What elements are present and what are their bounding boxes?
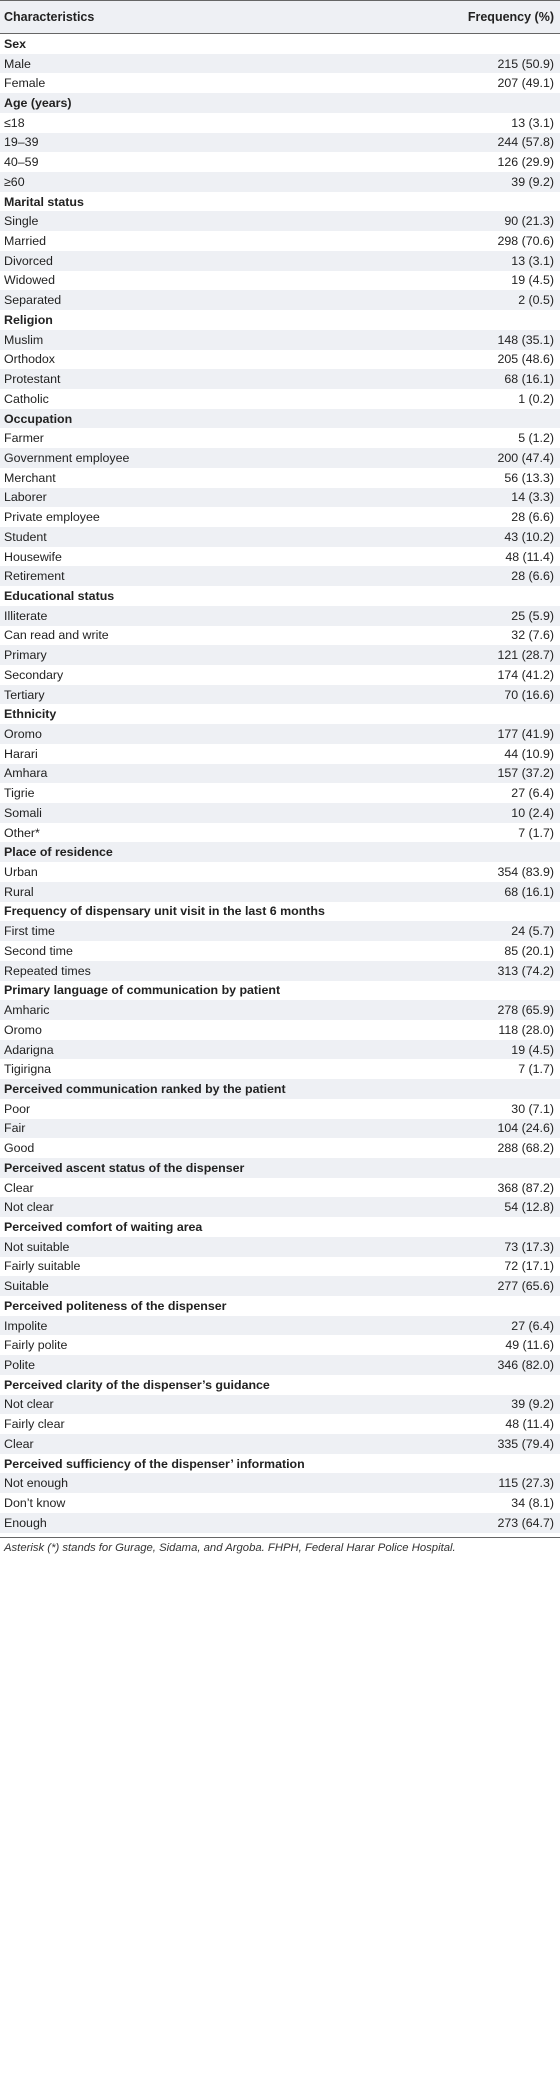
table-row (0, 1059, 560, 1079)
row-label: Frequency of dispensary unit visit in the last 6 months (4, 904, 325, 919)
row-label: Housewife (4, 549, 62, 564)
row-value: 354 (83.9) (497, 865, 554, 880)
row-label: Second time (4, 943, 73, 958)
section-header-row (0, 704, 560, 724)
section-header-row (0, 902, 560, 922)
row-label: Not clear (4, 1397, 54, 1412)
row-label: Oromo (4, 1022, 42, 1037)
table-row (0, 1099, 560, 1119)
row-label: Oromo (4, 727, 42, 742)
row-label: Sex (4, 36, 27, 51)
table-row (0, 133, 560, 153)
table-row (0, 1493, 560, 1513)
row-label: Orthodox (4, 352, 55, 367)
table-row (0, 547, 560, 567)
row-label: Fairly suitable (4, 1259, 81, 1274)
table-row (0, 488, 560, 508)
table-row (0, 1178, 560, 1198)
row-label: Enough (4, 1515, 47, 1530)
table-row (0, 783, 560, 803)
row-label: Perceived comfort of waiting area (4, 1219, 203, 1234)
row-label: Ethnicity (4, 707, 57, 722)
row-label: First time (4, 924, 55, 939)
row-value: 273 (64.7) (497, 1515, 554, 1530)
section-header-row (0, 586, 560, 606)
header-characteristics: Characteristics (4, 10, 95, 24)
row-value: 346 (82.0) (497, 1358, 554, 1373)
row-value: 44 (10.9) (504, 746, 554, 761)
section-header-row (0, 93, 560, 113)
row-label: Perceived sufficiency of the dispenser’ information (4, 1456, 305, 1471)
row-value: 335 (79.4) (497, 1436, 554, 1451)
row-label: Primary language of communication by patient (4, 983, 281, 998)
row-label: Urban (4, 865, 38, 880)
table-row (0, 369, 560, 389)
row-value: 104 (24.6) (497, 1121, 554, 1136)
row-label: Muslim (4, 332, 44, 347)
row-label: Male (4, 56, 31, 71)
row-value: 68 (16.1) (504, 884, 554, 899)
section-header-row (0, 1158, 560, 1178)
section-header-row (0, 1454, 560, 1474)
row-value: 277 (65.6) (497, 1279, 554, 1294)
table-row (0, 1138, 560, 1158)
row-label: Perceived clarity of the dispenser’s guidance (4, 1377, 270, 1392)
table-header (0, 0, 560, 34)
row-value: 27 (6.4) (511, 786, 554, 801)
table-row (0, 448, 560, 468)
row-label: Farmer (4, 431, 44, 446)
table-row (0, 1316, 560, 1336)
row-label: Perceived communication ranked by the patient (4, 1081, 286, 1096)
row-value: 148 (35.1) (497, 332, 554, 347)
row-label: 40–59 (4, 155, 39, 170)
row-label: Perceived ascent status of the dispenser (4, 1160, 245, 1175)
row-label: Place of residence (4, 845, 113, 860)
row-value: 368 (87.2) (497, 1180, 554, 1195)
table-row (0, 1020, 560, 1040)
row-label: Illiterate (4, 608, 48, 623)
row-label: Female (4, 76, 46, 91)
row-label: Poor (4, 1101, 31, 1116)
table-row (0, 961, 560, 981)
row-label: Primary (4, 648, 47, 663)
row-value: 200 (47.4) (497, 450, 554, 465)
row-value: 19 (4.5) (511, 1042, 554, 1057)
row-value: 7 (1.7) (518, 1062, 554, 1077)
table-row (0, 468, 560, 488)
row-value: 13 (3.1) (511, 253, 554, 268)
table-row (0, 231, 560, 251)
table-row (0, 1276, 560, 1296)
row-label: Not suitable (4, 1239, 70, 1254)
row-value: 205 (48.6) (497, 352, 554, 367)
row-value: 72 (17.1) (504, 1259, 554, 1274)
row-value: 90 (21.3) (504, 214, 554, 229)
table-row (0, 350, 560, 370)
table-row (0, 803, 560, 823)
section-header-row (0, 1217, 560, 1237)
row-label: Widowed (4, 273, 55, 288)
table-row (0, 1434, 560, 1454)
row-label: Rural (4, 884, 34, 899)
row-label: Fairly clear (4, 1417, 65, 1432)
section-header-row (0, 34, 560, 54)
row-label: Tertiary (4, 687, 45, 702)
table-row (0, 113, 560, 133)
row-label: Fair (4, 1121, 26, 1136)
table-footnote: Asterisk (*) stands for Gurage, Sidama, and Argoba. FHPH, Federal Harar Police Hospital. (0, 1537, 560, 1554)
row-value: 39 (9.2) (511, 174, 554, 189)
table-row (0, 626, 560, 646)
row-value: 157 (37.2) (497, 766, 554, 781)
table-row (0, 1414, 560, 1434)
section-header-row (0, 310, 560, 330)
row-value: 215 (50.9) (497, 56, 554, 71)
section-header-row (0, 1375, 560, 1395)
section-header-row (0, 981, 560, 1001)
row-value: 207 (49.1) (497, 76, 554, 91)
row-label: Secondary (4, 667, 64, 682)
row-value: 30 (7.1) (511, 1101, 554, 1116)
table-row (0, 172, 560, 192)
row-label: Not clear (4, 1200, 54, 1215)
row-value: 126 (29.9) (497, 155, 554, 170)
row-label: Perceived politeness of the dispenser (4, 1298, 227, 1313)
row-label: Married (4, 234, 46, 249)
table-row (0, 290, 560, 310)
row-value: 73 (17.3) (504, 1239, 554, 1254)
table-row (0, 1000, 560, 1020)
row-value: 5 (1.2) (518, 431, 554, 446)
row-label: Other* (4, 825, 40, 840)
row-label: Government employee (4, 450, 130, 465)
table-row (0, 862, 560, 882)
row-label: Retirement (4, 569, 65, 584)
row-value: 7 (1.7) (518, 825, 554, 840)
row-label: Impolite (4, 1318, 48, 1333)
row-value: 27 (6.4) (511, 1318, 554, 1333)
row-value: 288 (68.2) (497, 1141, 554, 1156)
table-row (0, 606, 560, 626)
row-label: Catholic (4, 391, 49, 406)
row-value: 34 (8.1) (511, 1496, 554, 1511)
row-label: Good (4, 1141, 35, 1156)
table-row (0, 665, 560, 685)
row-value: 85 (20.1) (504, 943, 554, 958)
row-value: 177 (41.9) (497, 727, 554, 742)
row-label: Amharic (4, 1003, 50, 1018)
row-label: Somali (4, 805, 42, 820)
row-label: Protestant (4, 372, 61, 387)
row-label: Separated (4, 293, 62, 308)
section-header-row (0, 842, 560, 862)
table-row (0, 73, 560, 93)
row-label: Student (4, 529, 47, 544)
table-row (0, 1335, 560, 1355)
table-row (0, 764, 560, 784)
row-value: 39 (9.2) (511, 1397, 554, 1412)
row-value: 2 (0.5) (518, 293, 554, 308)
row-label: Fairly polite (4, 1338, 68, 1353)
row-value: 56 (13.3) (504, 470, 554, 485)
header-frequency: Frequency (%) (467, 10, 554, 24)
row-value: 49 (11.6) (505, 1338, 554, 1353)
row-label: Can read and write (4, 628, 109, 643)
table-row (0, 271, 560, 291)
row-value: 28 (6.6) (511, 569, 554, 584)
row-label: Private employee (4, 510, 100, 525)
row-value: 13 (3.1) (511, 115, 554, 130)
row-value: 313 (74.2) (497, 963, 554, 978)
table-row (0, 428, 560, 448)
row-label: Harari (4, 746, 38, 761)
row-label: ≤18 (4, 115, 25, 130)
row-label: Educational status (4, 588, 115, 603)
row-value: 174 (41.2) (497, 667, 554, 682)
row-label: Tigirigna (4, 1062, 52, 1077)
row-label: Religion (4, 312, 53, 327)
table-row (0, 389, 560, 409)
table-row (0, 882, 560, 902)
section-header-row (0, 409, 560, 429)
row-label: Tigrie (4, 786, 35, 801)
table-row (0, 645, 560, 665)
row-label: Don’t know (4, 1496, 66, 1511)
table-body (0, 34, 560, 1533)
row-value: 70 (16.6) (504, 687, 554, 702)
row-value: 68 (16.1) (504, 372, 554, 387)
row-value: 48 (11.4) (505, 1417, 554, 1432)
row-value: 1 (0.2) (518, 391, 554, 406)
row-label: Age (years) (4, 96, 72, 111)
row-label: 19–39 (4, 135, 39, 150)
table-row (0, 823, 560, 843)
row-value: 32 (7.6) (511, 628, 554, 643)
table-row (0, 54, 560, 74)
row-label: Suitable (4, 1279, 49, 1294)
table-row (0, 152, 560, 172)
row-value: 48 (11.4) (505, 549, 554, 564)
table-row (0, 941, 560, 961)
row-value: 115 (27.3) (498, 1476, 554, 1491)
row-value: 28 (6.6) (511, 510, 554, 525)
row-label: Marital status (4, 194, 84, 209)
table-row (0, 527, 560, 547)
row-label: Not enough (4, 1476, 69, 1491)
table-row (0, 1355, 560, 1375)
row-label: Occupation (4, 411, 73, 426)
table-row (0, 211, 560, 231)
table-row (0, 724, 560, 744)
table-row (0, 566, 560, 586)
row-value: 25 (5.9) (511, 608, 554, 623)
row-value: 298 (70.6) (497, 234, 554, 249)
row-label: Clear (4, 1180, 34, 1195)
row-label: Adarigna (4, 1042, 54, 1057)
table-row (0, 1257, 560, 1277)
table-row (0, 685, 560, 705)
table-row (0, 1395, 560, 1415)
table-row (0, 1513, 560, 1533)
row-value: 24 (5.7) (511, 924, 554, 939)
section-header-row (0, 1296, 560, 1316)
row-label: ≥60 (4, 174, 25, 189)
row-label: Merchant (4, 470, 56, 485)
row-label: Amhara (4, 766, 48, 781)
table-row (0, 1197, 560, 1217)
row-label: Clear (4, 1436, 34, 1451)
table-row (0, 507, 560, 527)
row-label: Single (4, 214, 39, 229)
row-label: Polite (4, 1358, 35, 1373)
table-row (0, 1473, 560, 1493)
row-value: 278 (65.9) (497, 1003, 554, 1018)
section-header-row (0, 1079, 560, 1099)
row-value: 43 (10.2) (504, 529, 554, 544)
table-row (0, 1119, 560, 1139)
row-label: Repeated times (4, 963, 91, 978)
row-value: 14 (3.3) (511, 490, 554, 505)
table-row (0, 330, 560, 350)
table-row (0, 251, 560, 271)
row-value: 118 (28.0) (498, 1022, 554, 1037)
table-row (0, 744, 560, 764)
row-value: 10 (2.4) (511, 805, 554, 820)
row-value: 121 (28.7) (497, 648, 554, 663)
row-label: Laborer (4, 490, 47, 505)
section-header-row (0, 192, 560, 212)
row-value: 244 (57.8) (497, 135, 554, 150)
row-value: 54 (12.8) (504, 1200, 554, 1215)
table-row (0, 1040, 560, 1060)
row-label: Divorced (4, 253, 53, 268)
row-value: 19 (4.5) (511, 273, 554, 288)
table-row (0, 1237, 560, 1257)
table-row (0, 921, 560, 941)
